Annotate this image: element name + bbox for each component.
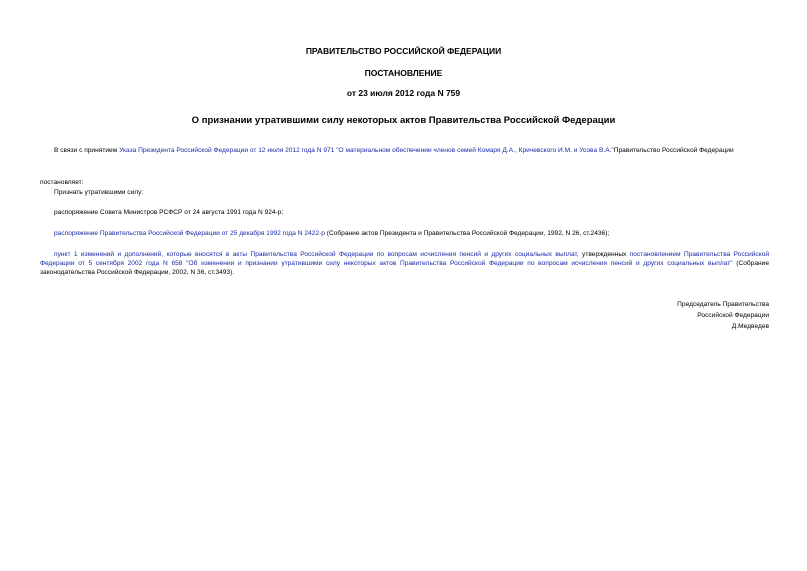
issuing-authority: ПРАВИТЕЛЬСТВО РОССИЙСКОЙ ФЕДЕРАЦИИ <box>305 46 502 56</box>
document-type: ПОСТАНОВЛЕНИЕ <box>364 68 443 78</box>
order-2422-link[interactable]: распоряжение Правительства Российской Федерации от 25 декабря 1992 года N 2422-р <box>54 230 325 237</box>
document-date-number: от 23 июля 2012 года N 759 <box>346 88 461 98</box>
signatory-position: Председатель Правительства <box>677 301 769 308</box>
repealed-item-1: распоряжение Совета Министров РСФСР от 24 августа 1991 года N 924-р; <box>54 209 284 216</box>
decree-link[interactable]: Указа Президента Российской Федерации от 12 июля 2012 года N 971 "О материальном обеспечении членов семей Комаря Д.А., Кричевского И.М. и Усова В.А." <box>119 147 614 154</box>
repeal-intro-paragraph: Признать утратившими силу: <box>54 189 144 196</box>
signature-block <box>677 299 769 332</box>
repealed-item-2-source: (Собрание актов Президента и Правительства Российской Федерации, 1992, N 26, ст.2436); <box>324 230 610 237</box>
repealed-item-2 <box>40 229 769 238</box>
signatory-name: Д.Медведев <box>731 323 769 330</box>
repealed-item-3-source: (Собрание законодательства Российской Федерации, 2002, N 36, ст.3493). <box>40 260 769 276</box>
repealed-item-3-mid: , утвержденных <box>576 251 630 258</box>
document-title: О признании утратившими силу некоторых актов Правительства Российской Федерации <box>191 115 616 126</box>
resolves-paragraph: постановляет: <box>40 179 84 186</box>
preamble-paragraph <box>40 146 769 155</box>
preamble-prefix: В связи с принятием <box>54 147 120 154</box>
preamble-suffix: Правительство Российской Федерации <box>613 147 734 154</box>
resolution-658-link[interactable]: постановлением Правительства Российской Федерации от 5 сентября 2002 года N 658 "Об изменении и признании утратившими силу некоторых актов Правительства Российской Федерации по вопросам исчисления пенсий и других социальных выплат" <box>40 251 770 267</box>
changes-item-link[interactable]: пункт 1 изменений и дополнений, которые вносятся в акты Правительства Российской Федерации по вопросам исчисления пенсий и других социальных выплат <box>54 251 577 258</box>
signatory-organization: Российской Федерации <box>697 312 769 319</box>
repealed-item-3 <box>40 250 769 277</box>
